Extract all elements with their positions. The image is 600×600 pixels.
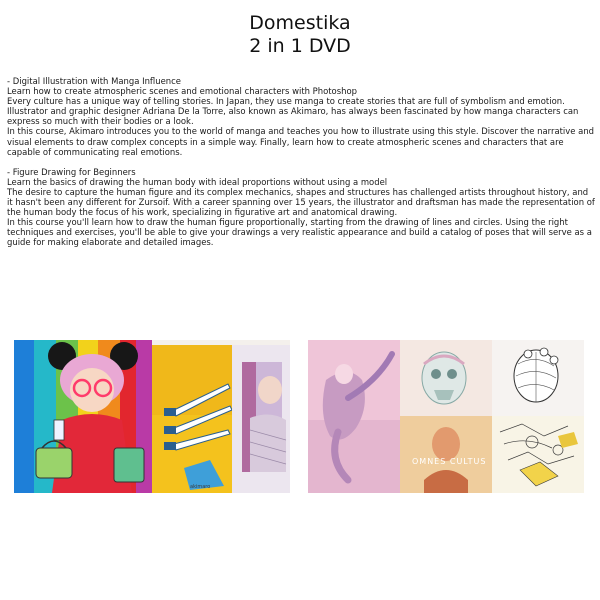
course1-subtitle: Learn how to create atmospheric scenes and emotional characters with Photoshop xyxy=(7,86,357,97)
artist-signature: akimaro xyxy=(190,484,211,490)
title-brand: Domestika xyxy=(249,12,351,34)
artwork-caption: OMNES CULTUS xyxy=(412,457,487,466)
course1-paragraph1: Every culture has a unique way of telling stories. In Japan, they use manga to create stories that are full of symbolism and emotion. Illustrator and graphic designer Adriana De la Torre, also known as Akimaro, has always been fascinated by how manga characters can express so much with their bodies or a look. xyxy=(7,96,579,127)
figure-artwork xyxy=(308,340,584,493)
course2-paragraph1: The desire to capture the human figure and its complex mechanics, shapes and structures has challenged artists throughout history, and it hasn't been any different for Zursoif. With a career spanning over 15 years, the illustrator and draftsman has made the representation of the human body the focus of his work, specializing in figurative art and anatomical drawing. xyxy=(7,186,595,218)
description xyxy=(7,76,595,248)
page-title xyxy=(0,12,600,58)
course2-paragraph2: In this course you'll learn how to draw the human figure proportionally, starting from the drawing of lines and circles. Using the right techniques and exercises, you'll be able to give your drawings a very realistic appearance and build a catalog of poses that will serve as a guide for making elaborate and detailed images. xyxy=(7,217,592,248)
manga-artwork xyxy=(14,340,290,493)
manga-illustration-collage xyxy=(14,340,290,493)
course2-subtitle: Learn the basics of drawing the human body with ideal proportions without using a model xyxy=(7,176,388,187)
course2-title: - Figure Drawing for Beginners xyxy=(7,166,136,177)
title-product: 2 in 1 DVD xyxy=(249,35,351,57)
course1-paragraph2: In this course, Akimaro introduces you to the world of manga and teaches you how to illustrate using this style. Discover the narrative and visual elements to draw complex concepts in a simple way. Finally, learn how to create atmospheric scenes and characters that are capable of communicating real emotions. xyxy=(7,126,595,157)
course1-title: - Digital Illustration with Manga Influence xyxy=(7,76,181,86)
figure-drawing-collage xyxy=(308,340,584,493)
